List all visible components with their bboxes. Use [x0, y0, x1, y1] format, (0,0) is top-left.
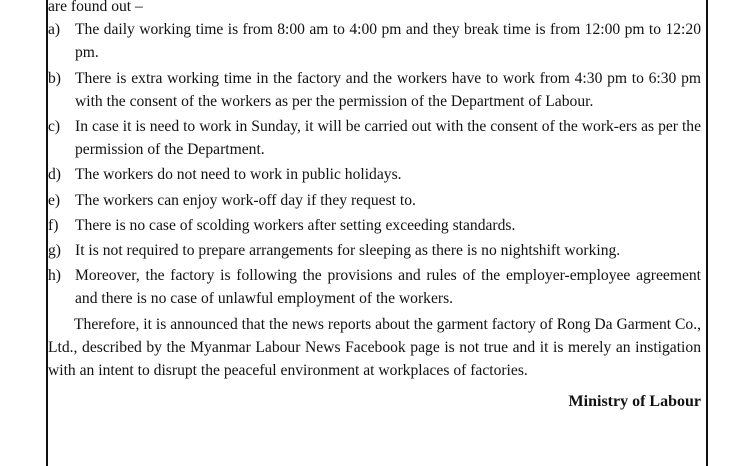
list-marker: h) [48, 267, 61, 285]
intro-line: are found out – [48, 0, 143, 15]
list-item-f [48, 214, 701, 237]
list-item-text: The daily working time is from 8:00 am to 4:00 pm and they break time is from 12:00 pm to 12:20 pm. [75, 21, 701, 62]
list-item-text: The workers can enjoy work-off day if they request to. [75, 191, 416, 209]
list-marker: c) [48, 118, 61, 136]
list-marker: f) [48, 216, 59, 234]
list-marker: b) [48, 69, 61, 87]
list-marker: a) [48, 21, 61, 39]
list-marker: g) [48, 242, 61, 260]
document-body [48, 0, 701, 413]
list-item-g [48, 239, 701, 262]
list-item-h [48, 264, 701, 310]
list-item-text: Moreover, the factory is following the provisions and rules of the employer-employee agreement and there is no case of unlawful employment of the workers. [75, 267, 701, 308]
list-marker: d) [48, 166, 61, 184]
list-item-text: There is no case of scolding workers after setting exceeding standards. [75, 216, 516, 234]
list-item-a [48, 18, 701, 64]
signature-ministry: Ministry of Labour [568, 393, 701, 411]
list-item-b [48, 67, 701, 113]
conclusion-paragraph: Therefore, it is announced that the news reports about the garment factory of Rong Da Garment Co., Ltd., described by the Myanmar Labour News Facebook page is not true and it is merely an instigation with an intent to disrupt the peaceful environment at workplaces of factories. [48, 315, 701, 380]
list-item-text: The workers do not need to work in public holidays. [75, 166, 402, 184]
list-item-text: There is extra working time in the factory and the workers have to work from 4:30 pm to 6:30 pm with the consent of the workers as per the permission of the Department of Labour. [75, 69, 701, 110]
findings-list [48, 18, 701, 310]
list-item-text: It is not required to prepare arrangements for sleeping as there is no nightshift working. [75, 242, 621, 260]
list-item-text: In case it is need to work in Sunday, it will be carried out with the consent of the work-ers as per the permission of the Department. [75, 118, 701, 159]
list-item-d [48, 163, 701, 186]
list-item-c [48, 115, 701, 161]
list-marker: e) [48, 191, 61, 209]
list-item-e [48, 189, 701, 212]
